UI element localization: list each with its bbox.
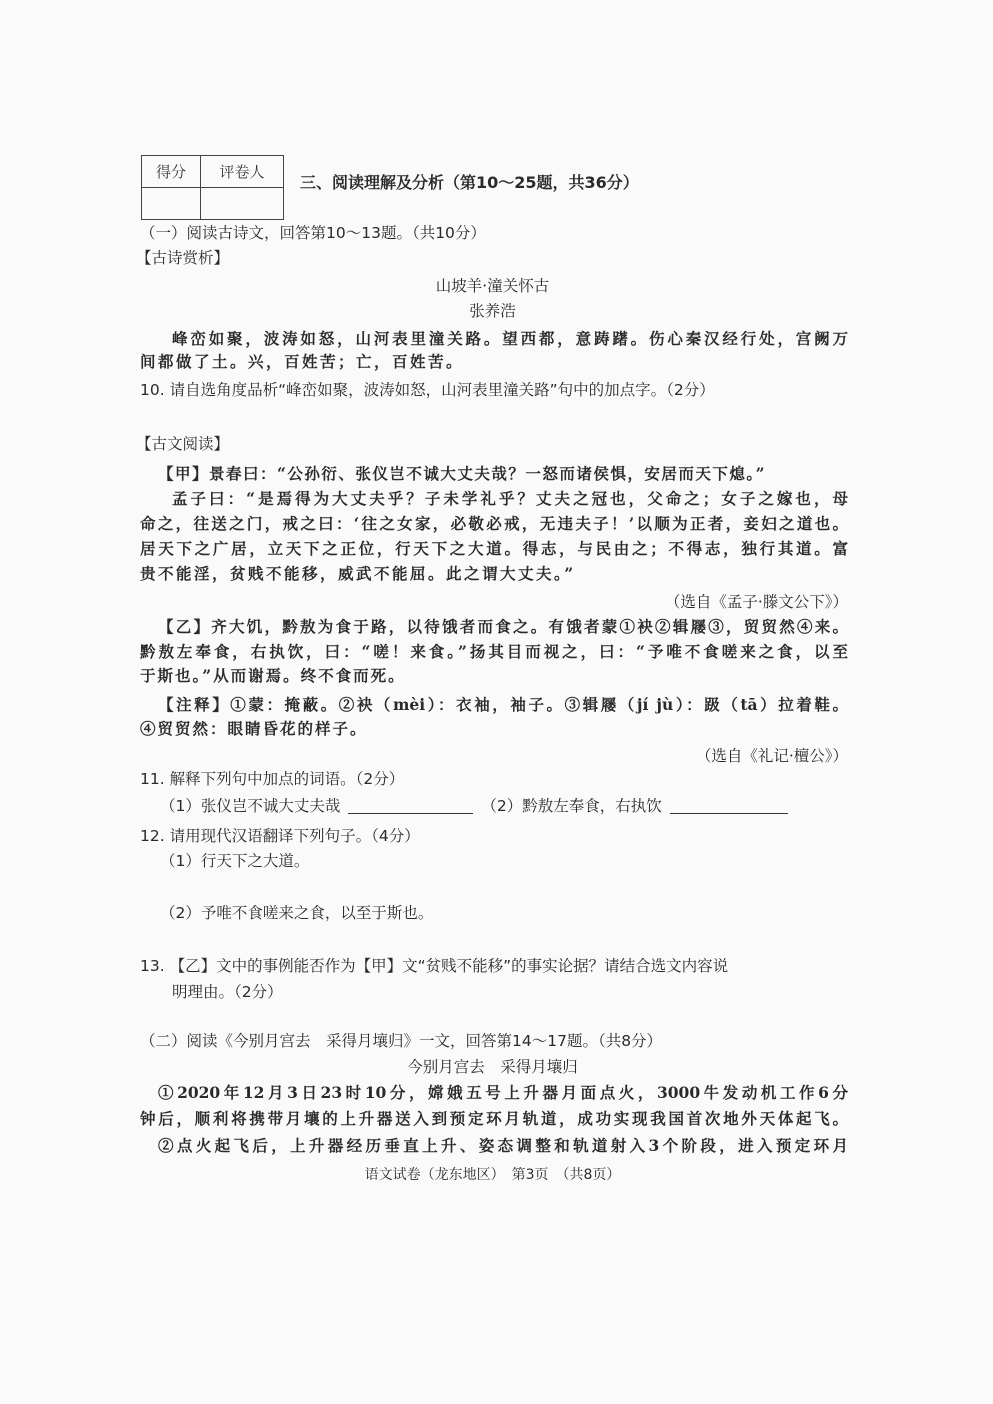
jia-line: 贵不能淫，贫贱不能移，威武不能屈。此之谓大丈夫。” [140, 564, 576, 583]
part1-heading: （一）阅读古诗文，回答第10～13题。（共10分） [140, 224, 486, 242]
yi-source: （选自《礼记·檀公》） [695, 747, 848, 765]
section-title: 三、阅读理解及分析（第10～25题，共36分） [300, 173, 639, 192]
question-13: 明理由。（2分） [172, 983, 283, 1001]
article-line: 钟后，顺利将携带月壤的上升器送入到预定环月轨道，成功实现我国首次地外天体起飞。 [140, 1109, 848, 1128]
question-10: 10. 请自选角度品析“峰峦如聚，波涛如怒，山河表里潼关路”句中的加点字。（2分） [140, 381, 715, 399]
score-header: 得分 [142, 156, 201, 188]
jia-line: 居天下之广居，立天下之正位，行天下之大道。得志，与民由之；不得志，独行其道。富 [140, 539, 848, 558]
question-11: 11. 解释下列句中加点的词语。（2分） [140, 770, 405, 788]
prose-label: 【古文阅读】 [136, 435, 230, 453]
question-13: 13. 【乙】文中的事例能否作为【甲】文“贫贱不能移”的事实论据？请结合选文内容说 [140, 957, 729, 975]
yi-line: 于斯也。”从而谢焉。终不食而死。 [140, 666, 406, 685]
part2-heading: （二）阅读《今别月宫去 采得月壤归》一文，回答第14～17题。（共8分） [140, 1032, 663, 1050]
yi-line: 【乙】齐大饥，黔敖为食于路，以待饿者而食之。有饿者蒙①袂②辑屦③，贸贸然④来。 [158, 617, 848, 636]
notes-line: ④贸贸然：眼睛昏花的样子。 [140, 719, 368, 738]
poem-line: 间都做了土。兴，百姓苦；亡，百姓苦。 [140, 352, 465, 371]
q12-item-2: （2）予唯不食嗟来之食，以至于斯也。 [160, 904, 434, 922]
yi-line: 黔敖左奉食，右执饮，曰：“嗟！来食。”扬其目而视之，曰：“予唯不食嗟来之食，以至 [140, 642, 848, 661]
score-table [141, 155, 284, 220]
question-12: 12. 请用现代汉语翻译下列句子。（4分） [140, 827, 420, 845]
q11-item-1: （1）张仪岂不诚大丈夫哉 [160, 797, 341, 815]
q12-item-1: （1）行天下之大道。 [160, 852, 310, 870]
poem-line: 峰峦如聚，波涛如怒，山河表里潼关路。望西都，意踌躇。伤心秦汉经行处，宫阙万 [172, 329, 848, 348]
answer-blank-1[interactable] [348, 813, 473, 814]
article-line: ②点火起飞后，上升器经历垂直上升、姿态调整和轨道射入3个阶段，进入预定环月 [158, 1136, 848, 1155]
jia-source: （选自《孟子·滕文公下》） [664, 593, 848, 611]
notes-line: 【注释】①蒙：掩蔽。②袂（mèi）：衣袖，袖子。③辑屦（jí jù）：趿（tā）拉着鞋。 [158, 695, 848, 714]
answer-blank-2[interactable] [670, 813, 788, 814]
jia-line: 【甲】景春曰：“公孙衍、张仪岂不诚大丈夫哉？一怒而诸侯惧，安居而天下熄。” [158, 464, 767, 483]
jia-line: 命之，往送之门，戒之曰：‘往之女家，必敬必戒，无违夫子！’以顺为正者，妾妇之道也。 [140, 514, 848, 533]
question-11-items [160, 795, 796, 817]
score-cell[interactable] [142, 188, 201, 220]
article-title: 今别月宫去 采得月壤归 [407, 1058, 578, 1076]
page-footer: 语文试卷（龙东地区） 第3页 （共8页） [364, 1167, 621, 1183]
poem-label: 【古诗赏析】 [136, 249, 230, 267]
poem-author: 张养浩 [469, 302, 516, 320]
grader-cell[interactable] [201, 188, 284, 220]
q11-item-2: （2）黔敖左奉食，右执饮 [481, 797, 662, 815]
poem-title: 山坡羊·潼关怀古 [435, 277, 550, 295]
jia-line: 孟子曰：“是焉得为大丈夫乎？子未学礼乎？丈夫之冠也，父命之；女子之嫁也，母 [172, 489, 848, 508]
article-line: ①2020年12月3日23时10分，嫦娥五号上升器月面点火，3000牛发动机工作6分 [158, 1083, 848, 1102]
grader-header: 评卷人 [201, 156, 284, 188]
